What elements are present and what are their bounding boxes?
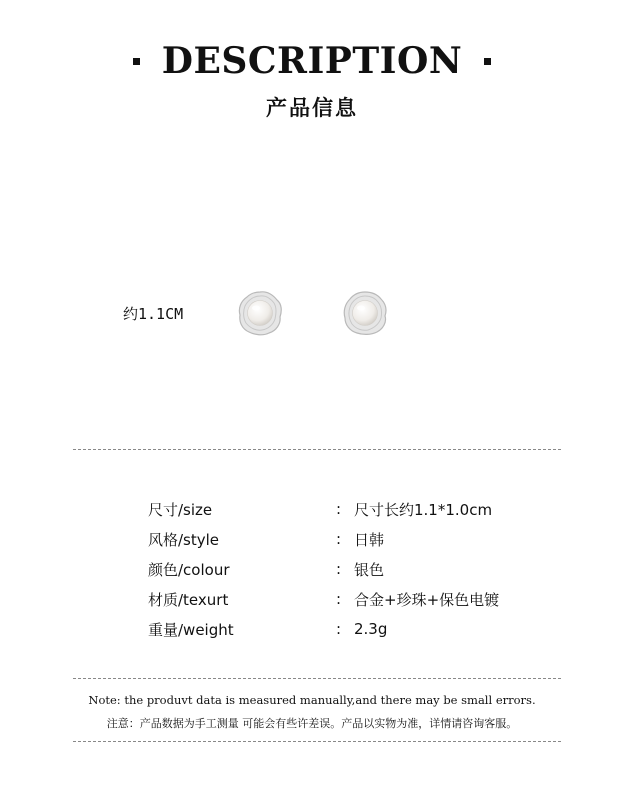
pearl-earring-icon	[236, 289, 284, 337]
spec-value: 日韩	[354, 530, 385, 549]
spec-row-style	[148, 524, 568, 554]
page-title: DESCRIPTION	[161, 40, 463, 82]
pearl-earring-icon	[341, 289, 389, 337]
spec-value: 尺寸长约1.1*1.0cm	[354, 500, 493, 519]
spec-value: 合金+珍珠+保色电镀	[354, 590, 500, 609]
spec-row-weight	[148, 614, 568, 644]
page-subtitle: 产品信息	[266, 96, 358, 120]
spec-label: 尺寸/size	[148, 500, 213, 519]
bullet-square-icon	[133, 58, 140, 65]
spec-colon: :	[336, 500, 342, 518]
divider	[73, 741, 561, 742]
spec-row-size	[148, 494, 568, 524]
spec-row-colour	[148, 554, 568, 584]
note-chinese: 注意：产品数据为手工测量 可能会有些许差误。产品以实物为准，详情请咨询客服。	[106, 717, 518, 730]
spec-colon: :	[336, 590, 342, 608]
size-label: 约1.1CM	[123, 305, 184, 323]
title-row	[0, 38, 624, 84]
spec-label: 材质/texurt	[148, 590, 229, 609]
spec-value: 2.3g	[354, 620, 388, 638]
bullet-square-icon	[484, 58, 491, 65]
note-english: Note: the produvt data is measured manually,and there may be small errors.	[88, 693, 536, 707]
divider	[73, 449, 561, 450]
spec-colon: :	[336, 530, 342, 548]
spec-value: 银色	[354, 560, 385, 579]
spec-row-material	[148, 584, 568, 614]
spec-colon: :	[336, 560, 342, 578]
spec-label: 颜色/colour	[148, 560, 230, 579]
spec-table	[148, 494, 568, 644]
header	[0, 38, 624, 122]
spec-label: 风格/style	[148, 530, 220, 549]
divider	[73, 678, 561, 679]
spec-label: 重量/weight	[148, 620, 234, 639]
spec-colon: :	[336, 620, 342, 638]
